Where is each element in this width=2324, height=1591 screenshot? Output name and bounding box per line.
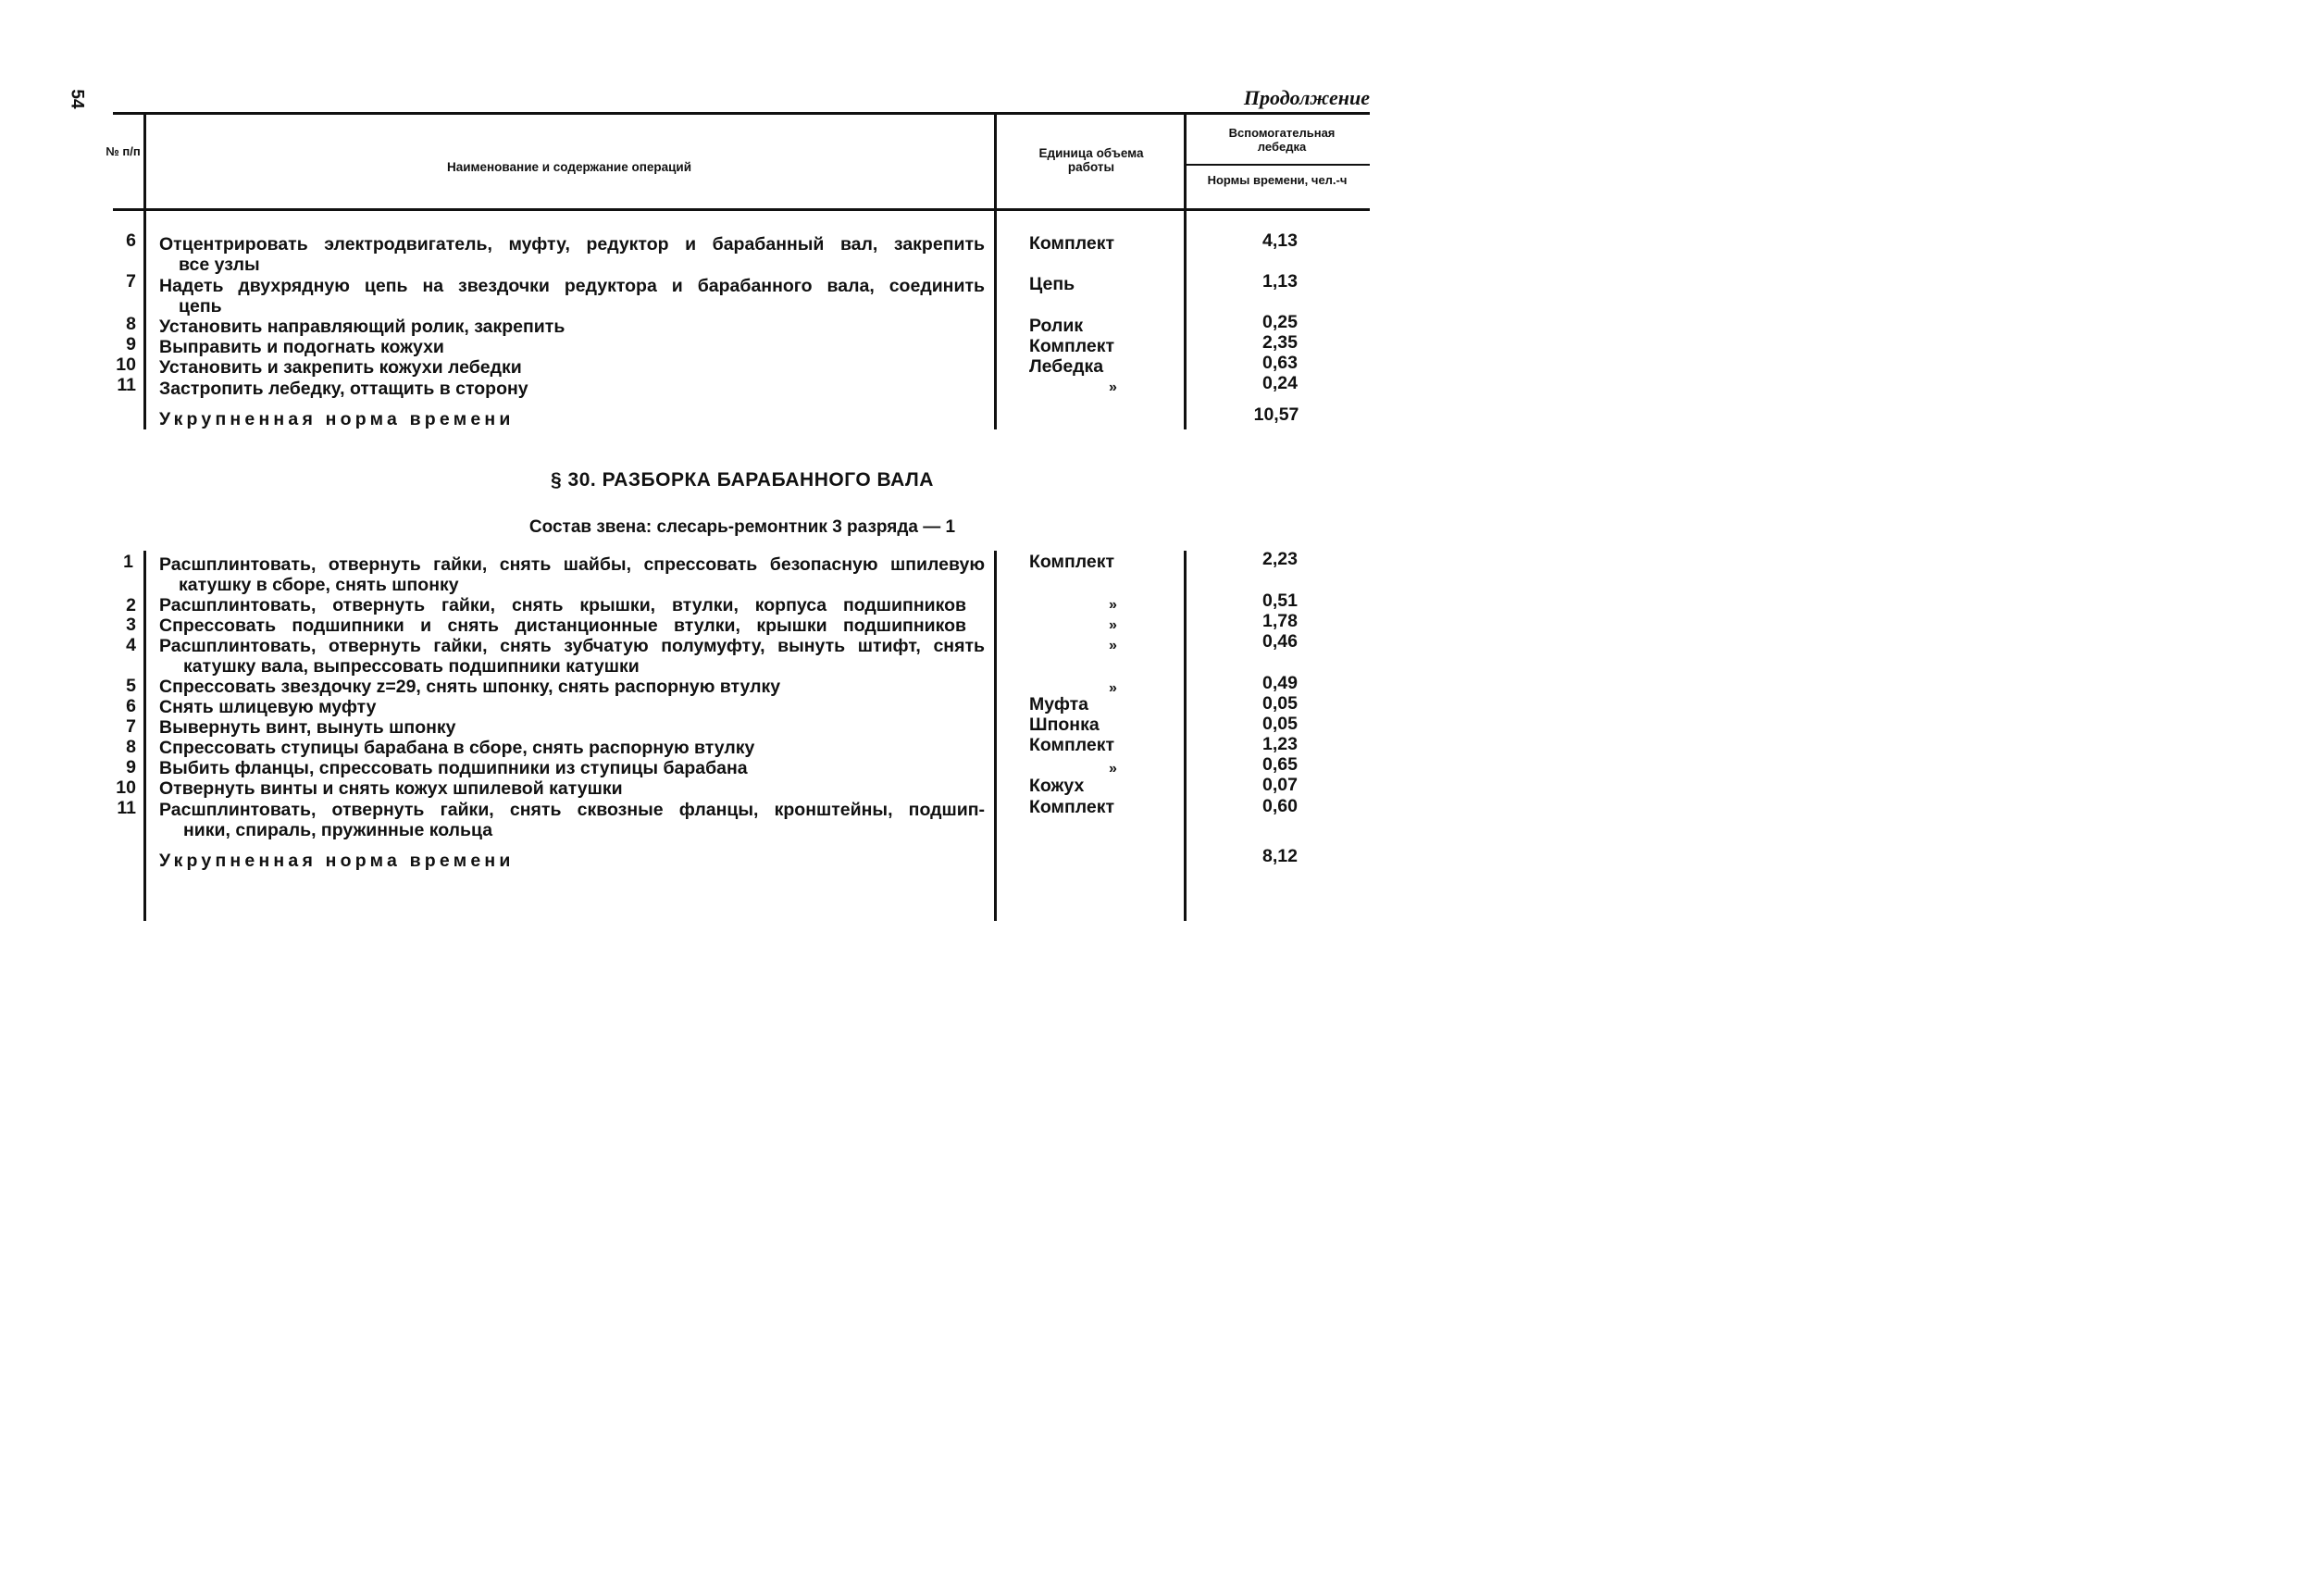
row-time-norm: 2,23 [1262,549,1298,569]
row-operation: Надеть двухрядную цепь на звездочки редуктора и барабанного вала, соединить [159,276,985,296]
row-time-norm: 0,25 [1262,312,1298,332]
row-number: 7 [126,716,136,737]
row-operation: Спрессовать подшипники и снять дистанционные втулки, крышки подшипников [159,615,966,636]
row-operation: Установить направляющий ролик, закрепить [159,317,565,337]
row-unit: Ролик [1029,316,1084,336]
row-operation: Отцентрировать электродвигатель, муфту, редуктор и барабанный вал, закрепить [159,234,985,255]
row-unit: Кожух [1029,776,1085,796]
row-operation: Спрессовать звездочку z=29, снять шпонку, снять распорную втулку [159,677,781,697]
row-number: 10 [116,777,136,798]
table2-divider-norm [1184,551,1187,921]
total-value: 10,57 [1253,404,1299,425]
row-time-norm: 0,46 [1262,631,1298,652]
row-unit: Шпонка [1029,715,1100,735]
header-col-unit: Единица объема работы [1038,146,1144,174]
row-unit: Лебедка [1029,356,1104,377]
page-number: 54 [67,89,87,109]
row-unit: Комплект [1029,552,1115,572]
row-operation-cont: все узлы [179,255,260,275]
row-time-norm: 0,63 [1262,353,1298,373]
row-number: 8 [126,737,136,757]
header-divider-norm [1184,115,1187,211]
table1-divider-norm [1184,211,1187,429]
crew-composition: Состав звена: слесарь-ремонтник 3 разряда — 1 [528,517,956,537]
row-number: 4 [126,635,136,655]
header-top-rule [113,112,1370,115]
table1-divider-unit [994,211,997,429]
row-number: 11 [117,798,136,818]
row-number: 5 [126,676,136,696]
table1-divider-num [143,211,146,429]
table2-divider-unit [994,551,997,921]
header-col-norm: Нормы времени, чел.-ч [1207,173,1348,187]
header-bottom-rule [113,208,1370,211]
row-operation: Снять шлицевую муфту [159,697,377,717]
row-time-norm: 0,24 [1262,373,1298,393]
total-label: Укрупненная норма времени [159,851,515,871]
row-operation: Расшплинтовать, отвернуть гайки, снять шайбы, спрессовать безопасную шпилевую [159,554,985,575]
row-time-norm: 0,05 [1262,714,1298,734]
row-unit: Комплект [1029,233,1115,254]
total-value: 8,12 [1262,846,1298,866]
row-number: 10 [116,354,136,375]
row-unit: Комплект [1029,336,1115,356]
row-unit: » [1109,379,1117,395]
row-operation: Вывернуть винт, вынуть шпонку [159,717,456,738]
row-operation-cont: катушку вала, выпрессовать подшипники катушки [183,656,640,677]
row-operation: Спрессовать ступицы барабана в сборе, снять распорную втулку [159,738,755,758]
row-unit: Комплект [1029,735,1115,755]
header-divider-unit [994,115,997,211]
row-time-norm: 1,23 [1262,734,1298,754]
row-time-norm: 0,49 [1262,673,1298,693]
row-number: 9 [126,334,136,354]
header-col-name: Наименование и содержание операций [446,160,692,174]
row-time-norm: 0,65 [1262,754,1298,775]
row-unit: » [1109,761,1117,777]
row-operation: Расшплинтовать, отвернуть гайки, снять крышки, втулки, корпуса подшипников [159,595,966,615]
row-operation-cont: цепь [179,296,222,317]
row-time-norm: 1,13 [1262,271,1298,292]
row-number: 6 [126,230,136,251]
row-unit: Цепь [1029,274,1075,294]
row-time-norm: 4,13 [1262,230,1298,251]
row-number: 1 [123,552,133,572]
row-time-norm: 0,60 [1262,796,1298,816]
row-unit: » [1109,638,1117,653]
row-time-norm: 0,07 [1262,775,1298,795]
row-time-norm: 0,51 [1262,590,1298,611]
row-operation: Расшплинтовать, отвернуть гайки, снять сквозные фланцы, кронштейны, подшип- [159,800,985,820]
header-group-rule [1187,164,1370,166]
row-operation-cont: ники, спираль, пружинные кольца [183,820,493,840]
row-operation-cont: катушку в сборе, снять шпонку [179,575,459,595]
row-operation: Отвернуть винты и снять кожух шпилевой катушки [159,778,623,799]
table2-divider-num [143,551,146,921]
row-unit: » [1109,597,1117,613]
row-number: 3 [126,615,136,635]
header-divider-num [143,112,146,211]
row-number: 9 [126,757,136,777]
row-number: 8 [126,314,136,334]
row-unit: Комплект [1029,797,1115,817]
row-time-norm: 1,78 [1262,611,1298,631]
row-operation: Установить и закрепить кожухи лебедки [159,357,522,378]
row-unit: » [1109,680,1117,696]
row-time-norm: 0,05 [1262,693,1298,714]
row-operation: Выбить фланцы, спрессовать подшипники из ступицы барабана [159,758,748,778]
row-number: 7 [126,271,136,292]
row-operation: Расшплинтовать, отвернуть гайки, снять зубчатую полумуфту, вынуть штифт, снять [159,636,985,656]
row-time-norm: 2,35 [1262,332,1298,353]
header-col-num: № п/п [106,144,141,158]
row-number: 6 [126,696,136,716]
total-label: Укрупненная норма времени [159,409,515,429]
row-number: 11 [117,375,136,395]
row-unit: » [1109,617,1117,633]
row-unit: Муфта [1029,694,1089,715]
continuation-label: Продолжение [1243,86,1370,109]
row-operation: Застропить лебедку, оттащить в сторону [159,379,528,399]
section-title: § 30. РАЗБОРКА БАРАБАННОГО ВАЛА [551,469,934,491]
row-number: 2 [126,595,136,615]
row-operation: Выправить и подогнать кожухи [159,337,444,357]
header-col-group: Вспомогательная лебедка [1228,126,1336,154]
